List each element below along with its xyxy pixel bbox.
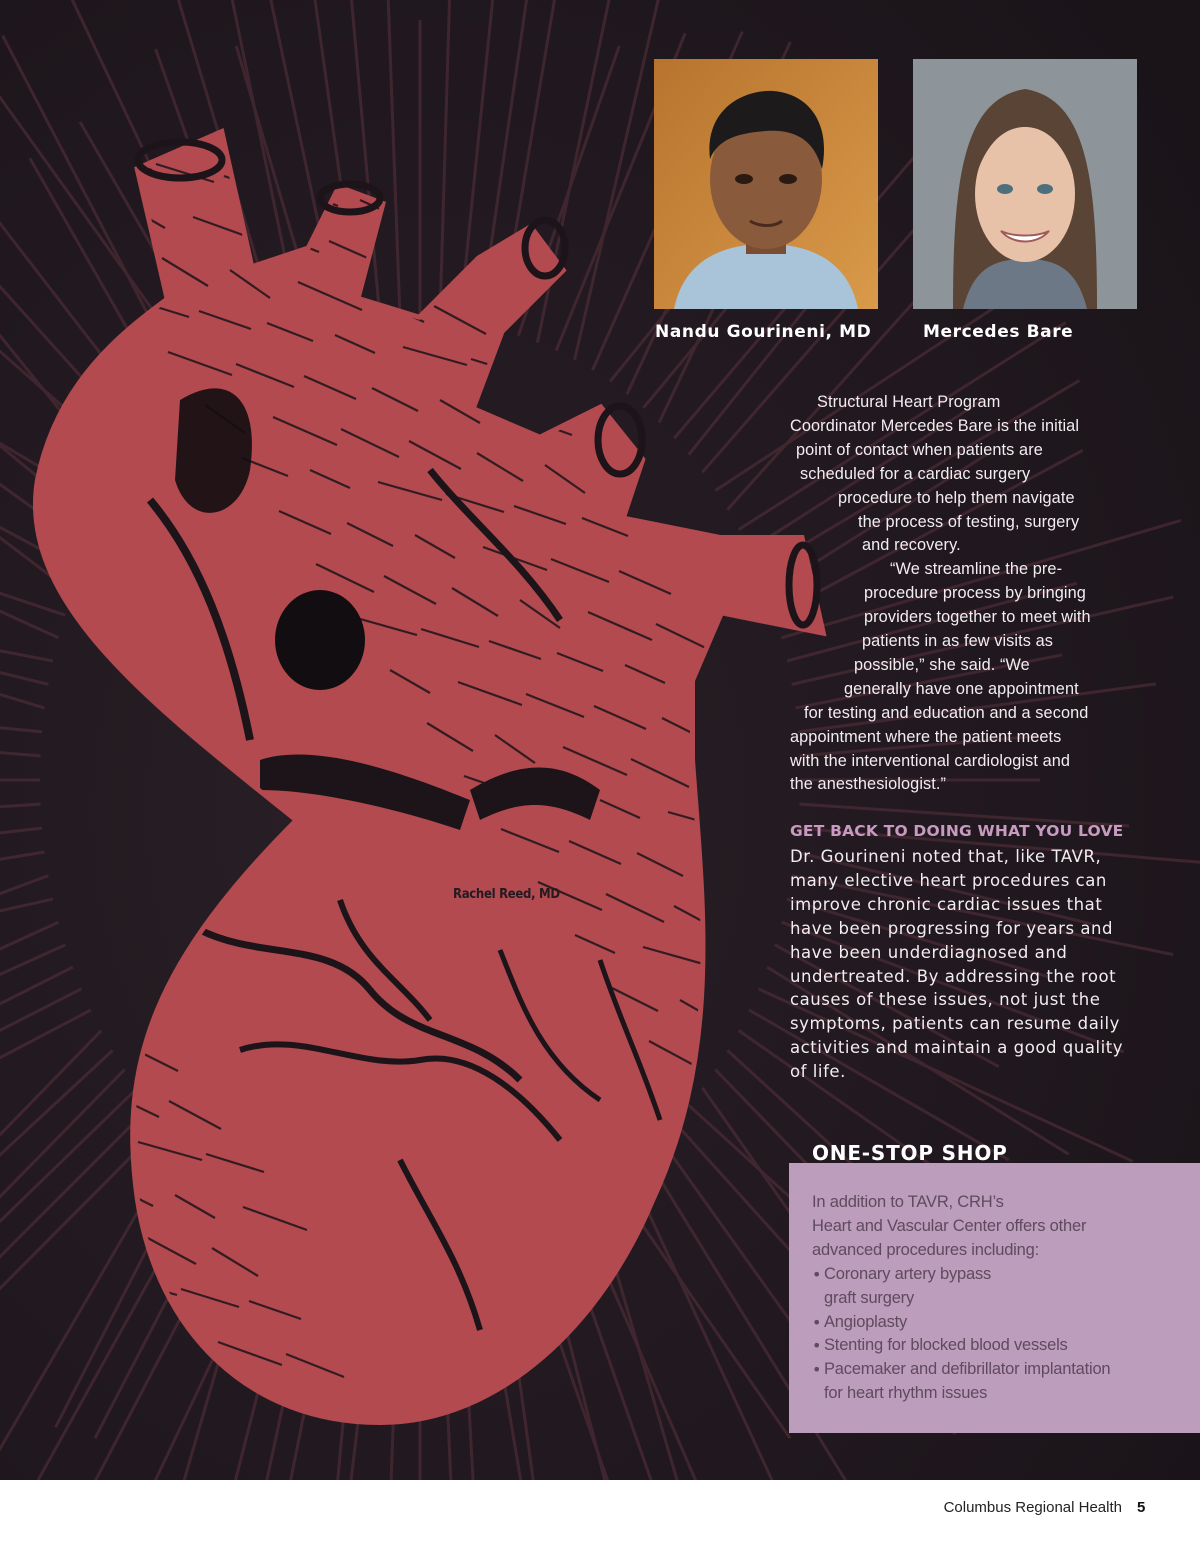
section-body-line: improve chronic cardiac issues that [790,894,1103,914]
caption-mercedes-bare: Mercedes Bare [923,322,1074,342]
intro-line: and recovery. [862,536,961,555]
portrait-mercedes-bare [913,59,1137,309]
sidebar-list-item-line: graft surgery [824,1288,915,1307]
portrait-nandu-gourineni [654,59,878,309]
bullet-icon: • [812,1336,822,1356]
intro-line: scheduled for a cardiac surgery [800,464,1031,483]
sidebar-list-item-line: Stenting for blocked blood vessels [824,1336,1068,1355]
intro-line: point of contact when patients are [796,440,1043,459]
intro-line: providers together to meet with [864,608,1091,627]
sidebar-intro-line: In addition to TAVR, CRH’s [812,1193,1004,1211]
bullet-icon: • [812,1312,822,1332]
section-body-line: many elective heart procedures can [790,870,1107,890]
intro-line: appointment where the patient meets [790,727,1062,746]
sidebar-intro-line: Heart and Vascular Center offers other [812,1216,1087,1235]
intro-line: for testing and education and a second [804,703,1089,722]
heart-photo-caption: Rachel Reed, MD [453,887,560,902]
footer-publication: Columbus Regional Health [943,1499,1122,1516]
section-body-line: have been underdiagnosed and [790,942,1068,962]
intro-line: generally have one appointment [844,679,1079,698]
intro-line: procedure to help them navigate [838,488,1075,507]
intro-line: procedure process by bringing [864,584,1086,603]
section-body-line: of life. [790,1062,846,1082]
sidebar-title: ONE-STOP SHOP [812,1141,1008,1165]
section-body-line: have been progressing for years and [790,918,1114,938]
sidebar-list-item-line: Angioplasty [824,1312,908,1331]
caption-nandu-gourineni: Nandu Gourineni, MD [655,322,872,342]
intro-line: “We streamline the pre- [890,560,1063,579]
section-body-line: causes of these issues, not just the [790,990,1101,1010]
intro-line: Coordinator Mercedes Bare is the initial [790,416,1080,435]
intro-line: patients in as few visits as [862,632,1054,650]
bullet-icon: • [812,1264,822,1284]
sidebar-list-item-line: Coronary artery bypass [824,1264,992,1283]
section-body-line: activities and maintain a good quality [790,1038,1124,1058]
section-body-line: Dr. Gourineni noted that, like TAVR, [790,847,1102,866]
sidebar-list-item-line: Pacemaker and defibrillator implantation [824,1360,1111,1379]
intro-line: the anesthesiologist.” [790,775,947,794]
intro-line: possible,” she said. “We [854,655,1030,674]
section-heading: GET BACK TO DOING WHAT YOU LOVE [790,822,1124,840]
intro-line: Structural Heart Program [817,393,1001,411]
sidebar-intro-line: advanced procedures including: [812,1240,1039,1259]
bullet-icon: • [812,1360,822,1380]
section-body-line: symptoms, patients can resume daily [790,1014,1120,1034]
section-body-line: undertreated. By addressing the root [790,966,1117,986]
intro-line: the process of testing, surgery [858,512,1080,531]
sidebar-list-item-line: for heart rhythm issues [824,1384,988,1403]
page-number: 5 [1137,1499,1146,1516]
intro-line: with the interventional cardiologist and [790,751,1071,770]
